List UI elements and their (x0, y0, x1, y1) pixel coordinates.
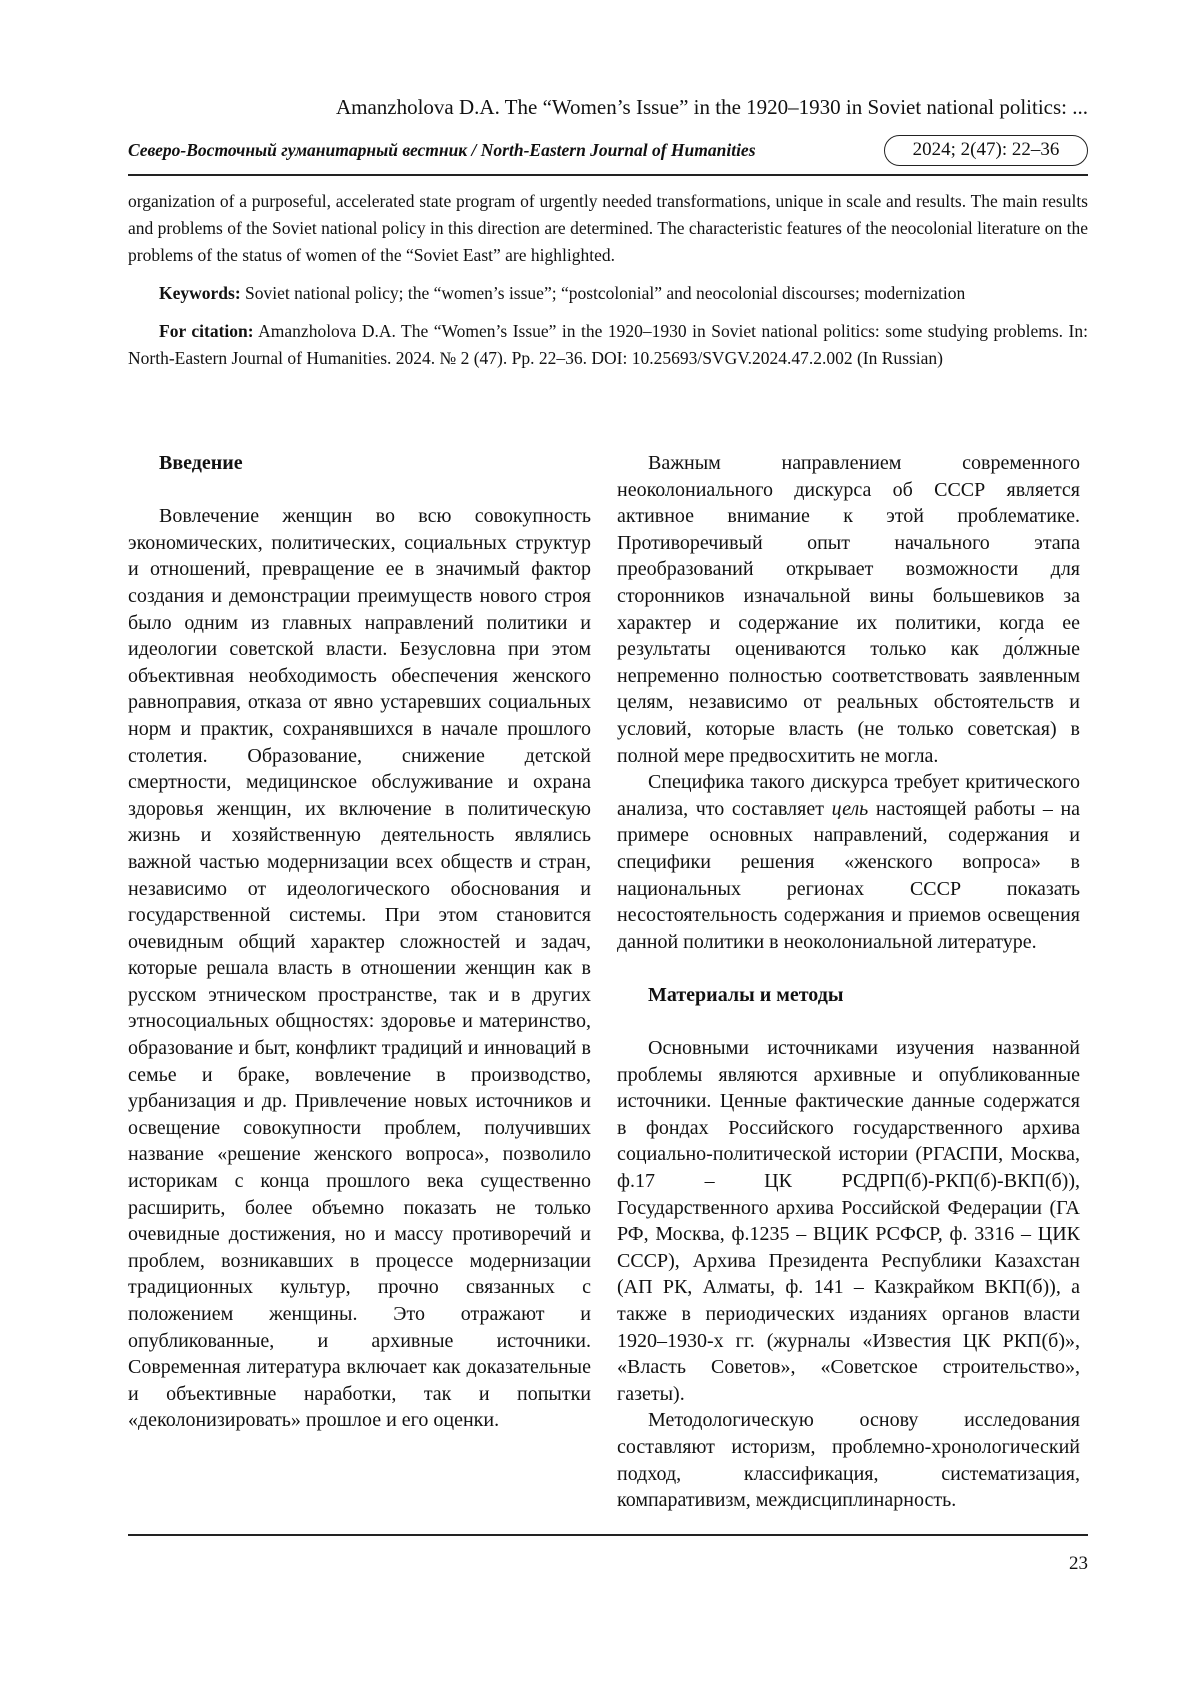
abstract-block (128, 188, 1088, 383)
paragraph-intro-1: Вовлечение женщин во всю совокупность экономических, политических, социальных структур и отношений, превращение ее в значимый фактор создания и демонстрации преимуществ нового строя было одним из главных направлений политики и идеологии советской власти. Безусловна при этом объективная необходимость обеспечения женского равноправия, отказа от явно устаревших социальных норм и практик, сохранявшихся в начале прошлого столетия. Образование, снижение детской смертности, медицинское обслуживание и охрана здоровья женщин, их включение в политическую жизнь и хозяйственную деятельность являлись важной частью модернизации всех обществ и стран, независимо от идеологического обоснования и государственной системы. При этом становится очевидным общий характер сложностей и задач, которые решала власть в отношении женщин как в русском этническом пространстве, так и в других этносоциальных общностях: здоровье и материнство, образование и быт, конфликт традиций и инноваций в семье и браке, вовлечение в производство, урбанизация и др. Привлечение новых источников и освещение совокупности проблем, получивших название «решение женского вопроса», позволило историкам с конца прошлого века существенно расширить, более объемно показать не только очевидные достижения, но и массу противоречий и проблем, возникавших в процессе модернизации традиционных культур, прочно связанных с положением женщины. Это отражают и опубликованные, и архивные источники. Современная литература включает как доказательные и объективные наработки, так и попытки «деколонизировать» прошлое и его оценки. (128, 505, 591, 1432)
keywords-text: Soviet national policy; the “women’s issue”; “postcolonial” and neocolonial discourses; modernization (245, 283, 966, 303)
paragraph-intro-2: Важным направлением современного неоколониального дискурса об СССР является активное внимание к этой проблематике. Противоречивый опыт начального этапа преобразований открывает возможности для сторонников изначальной вины большевиков за характер и содержание их политики, когда ее результаты оцениваются только как до́лжные непременно полностью соответствовать заявленным целям, независимо от реальных обстоятельств и условий, которые власть (не только советская) в полной мере предвосхитить не могла. (617, 452, 1080, 767)
spacer (128, 477, 591, 504)
citation-line (128, 318, 1088, 372)
header-divider (128, 174, 1088, 176)
goal-emphasis: цель (831, 797, 869, 820)
journal-bar (128, 132, 1088, 174)
citation-label: For citation: (159, 321, 254, 341)
keywords-line (128, 280, 1088, 307)
paragraph-methods-1: Основными источниками изучения названной проблемы являются архивные и опубликованные источники. Ценные фактические данные содержатся в фондах Российского государственного архива социально-политической истории (РГАСПИ, Москва, ф.17 – ЦК РСДРП(б)-РКП(б)-ВКП(б)), Государственного архива Российской Федерации (ГА РФ, Москва, ф.1235 – ВЦИК РСФСР, ф. 3316 – ЦИК СССР), Архива Президента Республики Казахстан (АП РК, Алматы, ф. 141 – Казкрайком ВКП(б)), а также в периодических изданиях органов власти 1920–1930-х гг. (журналы «Известия ЦК РКП(б)», «Власть Советов», «Советское строительство», газеты). (617, 1037, 1080, 1405)
issue-badge: 2024; 2(47): 22–36 (884, 135, 1088, 166)
running-head: Amanzholova D.A. The “Women’s Issue” in the 1920–1930 in Soviet national politics: ... (335, 95, 1088, 119)
paragraph-intro-3 (617, 769, 1080, 955)
paragraph-methods-2: Методологическую основу исследования составляют историзм, проблемно-хронологический подход, классификация, систематизация, компаративизм, междисциплинарность. (617, 1409, 1080, 1512)
page-number: 23 (1069, 1553, 1088, 1574)
footer-divider (128, 1534, 1088, 1536)
right-column (617, 450, 1080, 1514)
journal-name: Северо-Восточный гуманитарный вестник / North-Eastern Journal of Humanities (128, 140, 756, 160)
section-heading-introduction: Введение (159, 452, 243, 474)
paragraph-intro-3-start: Специфика такого дискурса требует критического анализа, что составляет (617, 771, 1080, 820)
spacer (617, 1008, 1080, 1035)
spacer (617, 955, 1080, 982)
abstract-continuation: organization of a purposeful, accelerated state program of urgently needed transformations, unique in scale and results. The main results and problems of the Soviet national policy in this direction are determined. The characteristic features of the neocolonial literature on the problems of the status of women of the “Soviet East” are highlighted. (128, 191, 1088, 265)
paragraph-intro-3-end: настоящей работы – на примере основных направлений, содержания и специфики решения «женского вопроса» в национальных регионах СССР показать несостоятельность содержания и приемов освещения данной политики в неоколониальной литературе. (617, 797, 1081, 953)
left-column (128, 450, 591, 1434)
section-heading-methods: Материалы и методы (648, 983, 844, 1006)
keywords-label: Keywords: (159, 283, 241, 303)
citation-text: Amanzholova D.A. The “Women’s Issue” in the 1920–1930 in Soviet national politics: some studying problems. In: North-Eastern Journal of Humanities. 2024. № 2 (47). Pp. 22–36. DOI: 10.25693/SVGV.2024.47.2.002 (In Russian) (128, 321, 1088, 368)
